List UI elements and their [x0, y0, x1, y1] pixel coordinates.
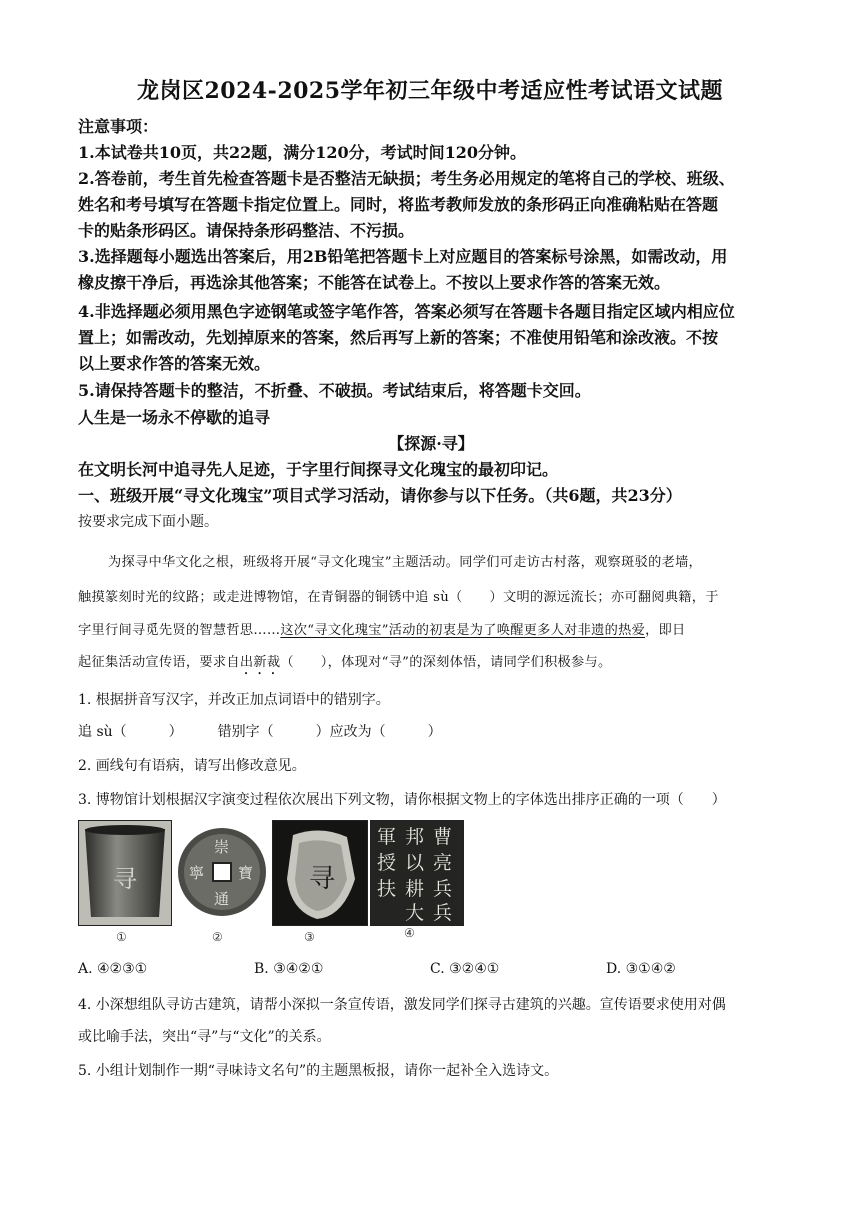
instruction: 按要求完成下面小题。 — [78, 514, 218, 530]
svg-text:扶: 扶 — [377, 878, 397, 900]
question-4-line-1: 4. 小深想组队寻访古建筑，请帮小深拟一条宣传语，激发同学们探寻古建筑的兴趣。宣传语要求使用对偶 — [78, 997, 726, 1013]
question-2: 2. 画线句有语病，请写出修改意见。 — [78, 758, 306, 774]
svg-text:寧: 寧 — [189, 864, 205, 882]
theme-line: 人生是一场永不停歇的追寻 — [78, 408, 271, 427]
question-5: 5. 小组计划制作一期“寻味诗文名句”的主题黑板报，请你一起补全入选诗文。 — [78, 1063, 559, 1079]
photo-label-1: ① — [116, 930, 127, 944]
notice-item-2a: 2.答卷前，考生首先检查答题卡是否整洁无缺损；考生务必用规定的笔将自己的学校、班级、 — [78, 169, 735, 188]
notice-item-2c: 卡的贴条形码区。请保持条形码整洁、不污损。 — [78, 221, 415, 240]
notice-item-3b: 橡皮擦干净后，再选涂其他答案；不能答在试卷上。不按以上要求作答的答案无效。 — [78, 273, 671, 292]
option-d[interactable]: D. ③①④② — [606, 961, 676, 977]
section-intro: 在文明长河中追寻先人足迹，于字里行间探寻文化瑰宝的最初印记。 — [78, 460, 559, 479]
passage-line-2: 触摸篆刻时光的纹路；或走进博物馆，在青铜器的铜锈中追 sù（ ）文明的源远流长；亦可翻阅典籍，于 — [78, 590, 719, 605]
notice-item-4c: 以上要求作答的答案无效。 — [78, 354, 271, 373]
svg-text:邦: 邦 — [405, 826, 425, 848]
svg-text:兵: 兵 — [433, 902, 453, 924]
question-1: 1. 根据拼音写汉字，并改正加点词语中的错别字。 — [78, 692, 390, 708]
passage-line-4: 起征集活动宣传语，要求自出新裁（ ），体现对“寻”的深刻体悟，请同学们积极参与。 — [78, 655, 612, 670]
part-one-heading: 一、班级开展“寻文化瑰宝”项目式学习活动，请你参与以下任务。（共6题，共23分） — [78, 486, 682, 505]
question-4-line-2: 或比喻手法，突出“寻”与“文化”的关系。 — [78, 1029, 331, 1045]
coin-image — [176, 820, 268, 924]
bronze-vessel-image — [78, 820, 172, 926]
question-1-blanks: 追 sù（ ） 错别字（ ）应改为（ ） — [78, 724, 442, 740]
page-title: 龙岗区2024-2025学年初三年级中考适应性考试语文试题 — [136, 78, 724, 104]
section-heading: 【探源·寻】 — [388, 434, 474, 453]
notice-item-4a: 4.非选择题必须用黑色字迹钢笔或签字笔作答，答案必须写在答题卡各题目指定区域内相应位 — [78, 302, 735, 321]
notice-item-3a: 3.选择题每小题选出答案后，用2B铅笔把答题卡上对应题目的答案标号涂黑，如需改动，用 — [78, 247, 728, 266]
passage-line-3: 字里行间寻觅先贤的智慧哲思……这次“寻文化瑰宝”活动的初衷是为了唤醒更多人对非遗的热爱，即日 — [78, 623, 686, 638]
question-3: 3. 博物馆计划根据汉字演变过程依次展出下列文物，请你根据文物上的字体选出排序正确的一项（ ） — [78, 792, 726, 808]
notice-item-2b: 姓名和考号填写在答题卡指定位置上。同时，将监考教师发放的条形码正向准确粘贴在答题 — [78, 195, 719, 214]
notice-item-4b: 置上；如需改动，先划掉原来的答案，然后再写上新的答案；不准使用铅笔和涂改液。不按 — [78, 328, 719, 347]
svg-text:授: 授 — [377, 852, 397, 874]
svg-text:曹: 曹 — [433, 826, 453, 848]
notice-heading: 注意事项： — [78, 117, 159, 136]
vessel-glyph: 寻 — [113, 865, 137, 893]
svg-text:以: 以 — [405, 852, 425, 874]
option-c[interactable]: C. ③②④① — [430, 961, 500, 977]
oracle-glyph: 寻 — [309, 864, 336, 894]
svg-text:亮: 亮 — [433, 852, 453, 874]
oracle-bone-image — [272, 820, 368, 926]
passage-line-1: 为探寻中华文化之根，班级将开展“寻文化瑰宝”主题活动。同学们可走访古村落，观察斑驳的老墙， — [108, 555, 703, 570]
dotted-word: 出新裁 — [239, 655, 281, 670]
inscription-rubbing-image — [370, 820, 464, 926]
svg-text:崇: 崇 — [214, 838, 230, 856]
svg-text:耕: 耕 — [405, 878, 425, 900]
notice-item-5: 5.请保持答题卡的整洁，不折叠、不破损。考试结束后，将答题卡交回。 — [78, 381, 591, 400]
underlined-sentence: 这次“寻文化瑰宝”活动的初衷是为了唤醒更多人对非遗的热爱 — [280, 623, 646, 638]
svg-text:大: 大 — [405, 902, 425, 924]
option-a[interactable]: A. ④②③① — [78, 961, 148, 977]
photo-label-3: ③ — [304, 930, 315, 944]
notice-item-1: 1.本试卷共10页，共22题，满分120分，考试时间120分钟。 — [78, 143, 527, 162]
svg-text:通: 通 — [214, 890, 230, 908]
artifact-photos — [78, 820, 478, 960]
svg-text:兵: 兵 — [433, 878, 453, 900]
photo-label-4: ④ — [404, 926, 415, 940]
svg-text:寶: 寶 — [238, 864, 254, 882]
photo-label-2: ② — [212, 930, 223, 944]
option-b[interactable]: B. ③④②① — [254, 961, 324, 977]
svg-text:軍: 軍 — [377, 826, 397, 848]
